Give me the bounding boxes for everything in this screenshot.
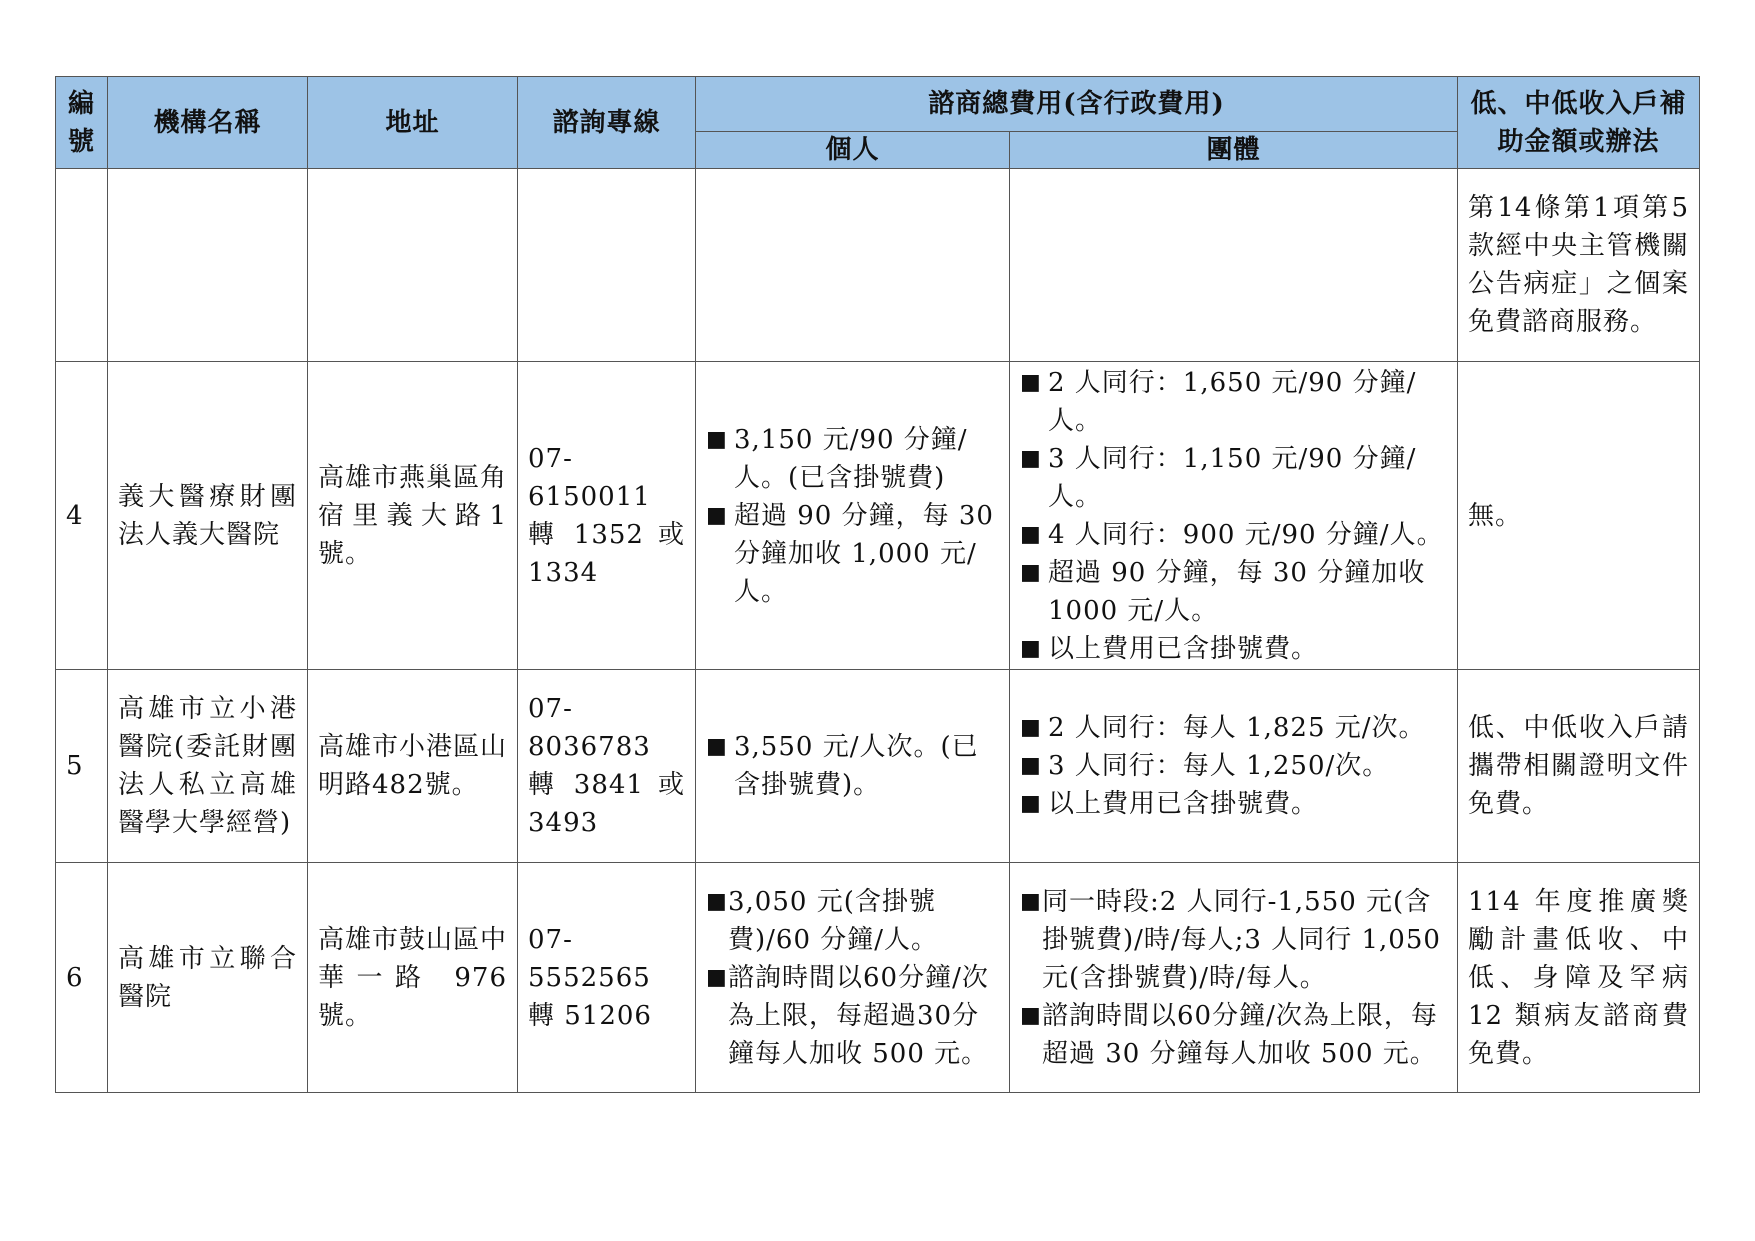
cell-empty — [108, 169, 308, 362]
list-item: ■ 以上費用已含掛號費。 — [1020, 630, 1447, 668]
table-row — [56, 863, 1700, 1093]
cell-individual — [696, 362, 1010, 670]
header-subsidy: 低、中低收入戶補助金額或辦法 — [1458, 77, 1700, 169]
list-item: ■ 3 人同行：每人 1,250/次。 — [1020, 747, 1447, 785]
cell-empty — [56, 169, 108, 362]
cell-hotline: 07-8036783 轉 3841 或 3493 — [518, 670, 696, 863]
header-hotline: 諮詢專線 — [518, 77, 696, 169]
cell-team — [1010, 670, 1458, 863]
list-item: ■ 3,150 元/90 分鐘/人。(已含掛號費) — [706, 421, 999, 497]
list-item: ■ 2 人同行：1,650 元/90 分鐘/人。 — [1020, 364, 1447, 440]
cell-subsidy: 無。 — [1458, 362, 1700, 670]
cell-subsidy: 114 年度推廣獎勵計畫低收、中低、身障及罕病 12 類病友諮商費免費。 — [1458, 863, 1700, 1093]
table-row — [56, 362, 1700, 670]
table-row — [56, 670, 1700, 863]
list-item: ■ 4 人同行：900 元/90 分鐘/人。 — [1020, 516, 1447, 554]
cell-num: 5 — [56, 670, 108, 863]
cell-individual — [696, 670, 1010, 863]
cell-empty — [696, 169, 1010, 362]
list-item: ■ 3,550 元/人次。(已含掛號費)。 — [706, 728, 999, 804]
cell-address: 高雄市小港區山明路482號。 — [308, 670, 518, 863]
header-fee-team: 團體 — [1010, 132, 1458, 169]
list-item: ■ 超過 90 分鐘，每 30 分鐘加收 1,000 元/人。 — [706, 497, 999, 611]
cell-address: 高雄市燕巢區角宿里義大路1號。 — [308, 362, 518, 670]
cell-num: 6 — [56, 863, 108, 1093]
cell-subsidy: 第14條第1項第5款經中央主管機關公告病症」之個案免費諮商服務。 — [1458, 169, 1700, 362]
cell-address: 高雄市鼓山區中華一路 976 號。 — [308, 863, 518, 1093]
cell-empty — [1010, 169, 1458, 362]
cell-hotline: 07-6150011 轉 1352 或 1334 — [518, 362, 696, 670]
header-num: 編號 — [56, 77, 108, 169]
cell-empty — [308, 169, 518, 362]
cell-team — [1010, 863, 1458, 1093]
cell-name: 義大醫療財團法人義大醫院 — [108, 362, 308, 670]
table-row-continuation — [56, 169, 1700, 362]
header-name: 機構名稱 — [108, 77, 308, 169]
header-fee-group: 諮商總費用(含行政費用) — [696, 77, 1458, 132]
header-address: 地址 — [308, 77, 518, 169]
list-item: ■ 3,050 元(含掛號費)/60 分鐘/人。 — [706, 883, 999, 959]
cell-individual — [696, 863, 1010, 1093]
list-item: ■ 2 人同行：每人 1,825 元/次。 — [1020, 709, 1447, 747]
cell-name: 高雄市立聯合醫院 — [108, 863, 308, 1093]
cell-name: 高雄市立小港醫院(委託財團法人私立高雄醫學大學經營) — [108, 670, 308, 863]
list-item: ■ 以上費用已含掛號費。 — [1020, 785, 1447, 823]
list-item: ■ 3 人同行：1,150 元/90 分鐘/人。 — [1020, 440, 1447, 516]
cell-subsidy: 低、中低收入戶請攜帶相關證明文件免費。 — [1458, 670, 1700, 863]
list-item: ■ 諮詢時間以60分鐘/次為上限，每超過 30 分鐘每人加收 500 元。 — [1020, 997, 1447, 1073]
cell-num: 4 — [56, 362, 108, 670]
header-fee-individual: 個人 — [696, 132, 1010, 169]
list-item: ■ 超過 90 分鐘，每 30 分鐘加收 1000 元/人。 — [1020, 554, 1447, 630]
list-item: ■ 諮詢時間以60分鐘/次為上限，每超過30分鐘每人加收 500 元。 — [706, 959, 999, 1073]
cell-empty — [518, 169, 696, 362]
list-item: ■ 同一時段:2 人同行-1,550 元(含掛號費)/時/每人;3 人同行 1,050 元(含掛號費)/時/每人。 — [1020, 883, 1447, 997]
cell-team — [1010, 362, 1458, 670]
cell-hotline: 07-5552565 轉 51206 — [518, 863, 696, 1093]
fee-table — [55, 76, 1700, 1093]
